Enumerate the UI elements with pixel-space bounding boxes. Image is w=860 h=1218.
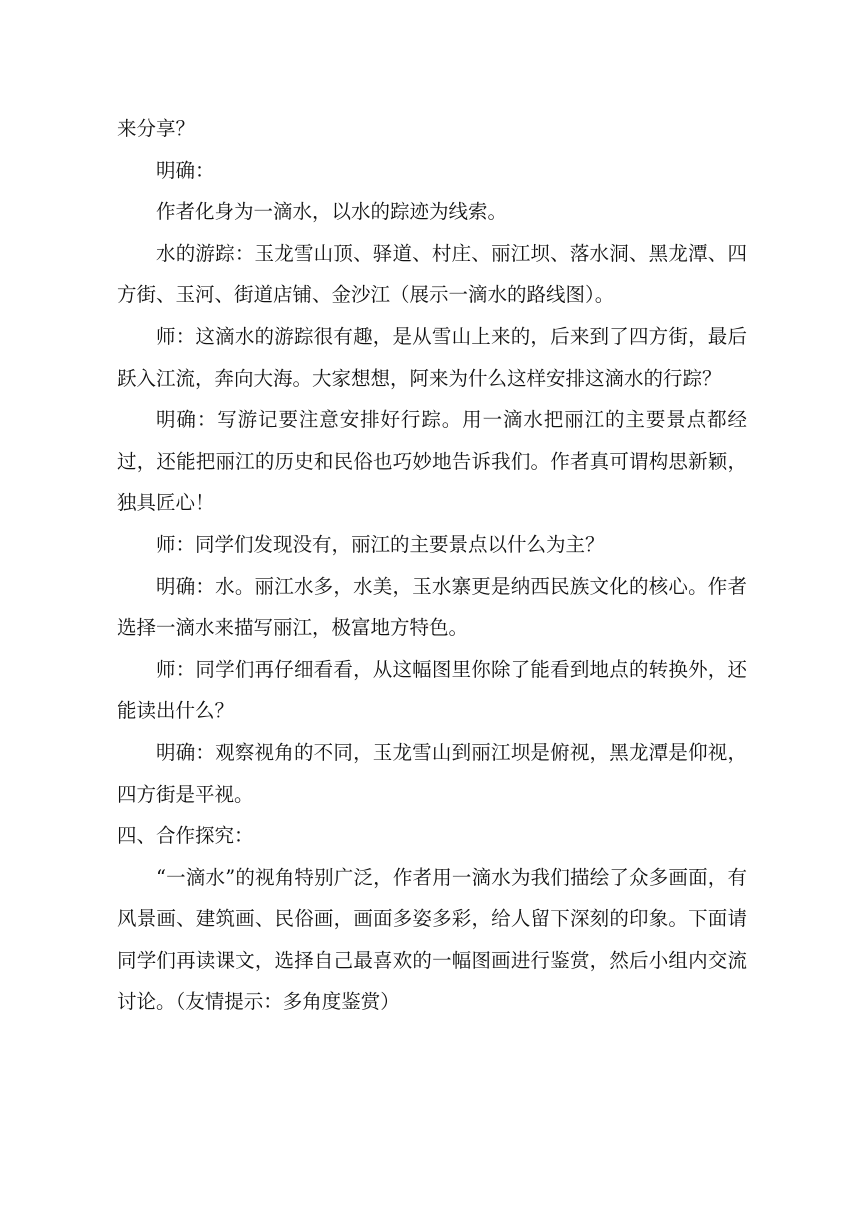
paragraph-answer-water: 明确：水。丽江水多，水美，玉水寨更是纳西民族文化的核心。作者选择一滴水来描写丽江，极富地方特色。 [117,574,747,640]
paragraph-cooperation-task: “一滴水”的视角特别广泛，作者用一滴水为我们描绘了众多画面，有风景画、建筑画、民俗画，画面多姿多彩，给人留下深刻的印象。下面请同学们再读课文，选择自己最喜欢的一幅图画进行鉴赏，然后小组内交流讨论。（友情提示：多角度鉴赏） [117,865,747,1014]
document-body [117,108,747,1023]
paragraph-teacher-question-map: 师：同学们再仔细看看，从这幅图里你除了能看到地点的转换外，还能读出什么？ [117,657,747,723]
paragraph-answer-perspective: 明确：观察视角的不同，玉龙雪山到丽江坝是俯视，黑龙潭是仰视，四方街是平视。 [117,740,747,806]
paragraph-answer-label: 明确： [156,158,215,182]
paragraph-answer-route: 明确：写游记要注意安排好行踪。用一滴水把丽江的主要景点都经过，还能把丽江的历史和民俗也巧妙地告诉我们。作者真可谓构思新颖，独具匠心！ [117,408,747,515]
paragraph-teacher-question-route: 师：这滴水的游踪很有趣，是从雪山上来的，后来到了四方街，最后跃入江流，奔向大海。大家想想，阿来为什么这样安排这滴水的行踪？ [117,324,747,390]
paragraph-teacher-question-scenery: 师：同学们发现没有，丽江的主要景点以什么为主？ [156,532,605,556]
paragraph-continuation: 来分享？ [117,117,196,140]
paragraph-water-route: 水的游踪：玉龙雪山顶、驿道、村庄、丽江坝、落水洞、黑龙潭、四方街、玉河、街道店铺、金沙江（展示一滴水的路线图）。 [117,241,747,307]
paragraph-author-drop: 作者化身为一滴水，以水的踪迹为线索。 [156,200,508,224]
section-heading-cooperation: 四、合作探究： [117,824,254,848]
